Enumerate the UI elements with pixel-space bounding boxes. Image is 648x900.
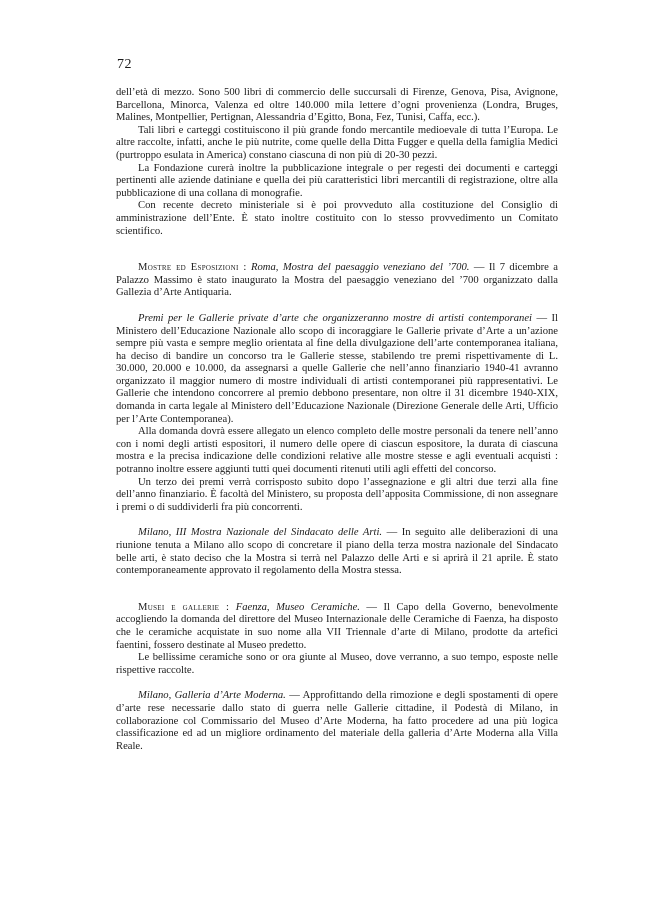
section-text: — Il Ministero dell’Educazione Nazionale allo scopo di incoraggiare le Gallerie private d’Arte a un’azione sempre più vasta e sempre meglio orientata al fine della divulgazione dell’arte contemporanea italiana, ha deciso di bandire un concorso tra le Gallerie stesse, stabilendo tre premi rispettivamente di L. 30.000, 20.000 e 10.000, da assegnarsi a quelle Gallerie che nell’anno finanziario 1940-41 avranno organizzato il maggior numero di mostre individuali di artisti contemporanei più rappresentativi. Le Gallerie che intendono concorrere al premio debbono presentare, non oltre il 31 dicembre 1940-XIX, domanda in carta legale al Ministero dell’Educazione Nazionale (Direzione Generale delle Arti, Ufficio per l’Arte Contemporanea). <box>116 312 558 425</box>
paragraph-pubblicazione: La Fondazione curerà inoltre la pubblicazione integrale o per regesti dei documenti e carteggi pertinenti alle aziende datiniane e quella dei più caratteristici libri mercantili di registrazione, oltre alla pubblicazione di una collana di monografie. <box>116 162 558 199</box>
section-title: Milano, III Mostra Nazionale del Sindacato delle Arti. <box>138 527 383 539</box>
paragraph-terzo-premi: Un terzo dei premi verrà corrisposto subito dopo l’assegnazione e gli altri due terzi alla fine dell’anno finanziario. È facoltà del Ministero, su proposta dell’apposita Commissione, di non assegnare i premi o di suddividerli fra più concorrenti. <box>116 476 558 513</box>
page-number: 72 <box>117 57 132 72</box>
paragraph-decreto: Con recente decreto ministeriale si è poi provveduto alla costituzione del Consiglio di amministrazione dell’Ente. È stato inoltre costituito con lo stesso provvedimento un Comitato scientifico. <box>116 200 558 237</box>
section-title: Faenza, Museo Ceramiche. <box>235 601 360 613</box>
paragraph-continuation: dell’età di mezzo. Sono 500 libri di commercio delle succursali di Firenze, Genova, Pisa, Avignone, Barcellona, Minorca, Valenza ed oltre 140.000 mila lettere d’ogni provenienza (Londra, Bruges, Malines, Montpellier, Pertignan, Alessandria d’Egitto, Bona, Fez, Tunisi, Caffa, ecc.). <box>116 87 558 124</box>
section-header: Mostre ed Esposizioni : <box>138 262 247 274</box>
section-galleria-arte-moderna <box>116 690 558 753</box>
section-title: Premi per le Gallerie private d’arte che organizzeranno mostre di artisti contemporanei <box>138 312 532 324</box>
section-mostra-sindacato <box>116 527 558 577</box>
section-header: Musei e gallerie : <box>138 601 230 613</box>
section-text: — Il Capo della Governo, benevolmente accogliendo la domanda del direttore del Museo Internazionale delle Ceramiche di Faenza, ha disposto che le ceramiche acquistate in suo nome alla VII Triennale d’arte di Milano, prodotte da artefici faentini, fossero destinate al Museo predetto. <box>116 601 558 651</box>
section-text: — In seguito alle deliberazioni di una riunione tenuta a Milano allo scopo di concretare il piano della terza mostra nazionale del Sindacato belle arti, è stato deciso che la Mostra si terrà nel Palazzo delle Arti e si aprirà il 21 aprile. È stato contemporaneamente approvato il regolamento della Mostra stessa. <box>116 527 558 577</box>
section-title: Milano, Galleria d’Arte Moderna. <box>138 690 286 702</box>
paragraph-ceramiche: Le bellissime ceramiche sono or ora giunte al Museo, dove verranno, a suo tempo, esposte nelle rispettive raccolte. <box>116 652 558 676</box>
paragraph-domanda: Alla domanda dovrà essere allegato un elenco completo delle mostre personali da tenere nell’anno con i nomi degli artisti espositori, il numero delle opere di ciascun espositore, la durata di ciascuna mostra e la precisa indicazione delle condizioni relative alle mostre stesse e agli eventuali acquisti : potranno inoltre essere aggiunti tutti quei documenti ritenuti utili agli effetti del concorso. <box>116 426 558 476</box>
section-premi-gallerie <box>116 313 558 426</box>
section-musei-gallerie <box>116 602 558 652</box>
section-text: — Approfittando della rimozione e degli spostamenti di opere d’arte rese necessarie dallo stato di guerra nelle Gallerie cittadine, il Podestà di Milano, in collaborazione col Commissario del Museo d’Arte Moderna, ha fatto procedere ad una più logica classificazione ed ad un migliore ordinamento del materiale della galleria d’Arte Moderna alla Villa Reale. <box>116 690 558 752</box>
section-text: — Il 7 dicembre a Palazzo Massimo è stato inaugurato la Mostra del paesaggio veneziano del ’700 organizzato dalla Gallezia d’Arte Antiquaria. <box>116 262 558 299</box>
section-title: Roma, Mostra del paesaggio veneziano del ’700. <box>251 262 470 274</box>
page-body <box>116 87 558 753</box>
section-mostre-esposizioni <box>116 262 558 300</box>
paragraph-fondo-mercantile: Tali libri e carteggi costituiscono il più grande fondo mercantile medioevale di tutta l’Europa. Le altre raccolte, infatti, anche le più nutrite, come quelle della Ditta Fugger e quella della famiglia Medici (purtroppo esulata in America) constano ciascuna di non più di 20-30 pezzi. <box>116 124 558 161</box>
